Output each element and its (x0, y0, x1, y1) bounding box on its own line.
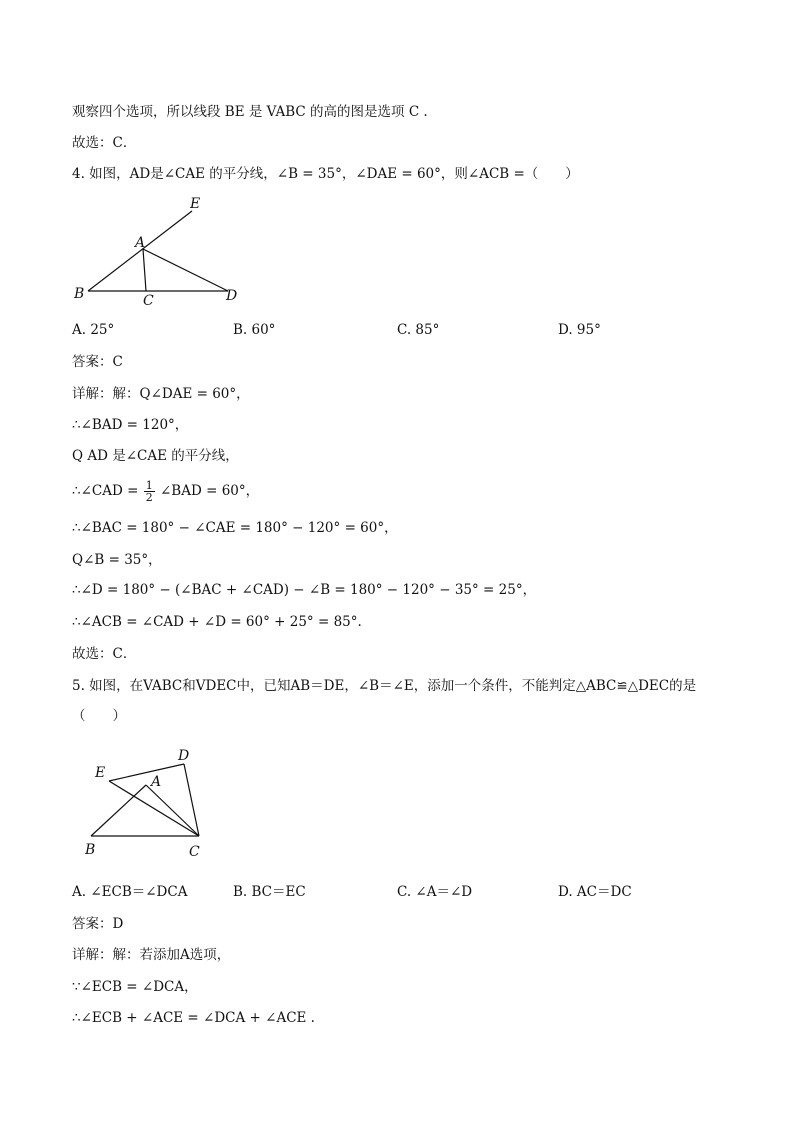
q4-option-b: B. 60° (233, 322, 276, 338)
label-D: D (178, 748, 190, 764)
question-4-stem: 4. 如图，AD是∠CAE 的平分线，∠B = 35°，∠DAE = 60°，则∠ACB =（ ） (72, 166, 579, 182)
label-E: E (95, 765, 106, 781)
label-A: A (135, 235, 146, 251)
solution-line: ∴∠BAD = 120°， (72, 417, 189, 433)
q5-option-d: D. AC＝DC (558, 884, 632, 900)
segment-ED (109, 764, 184, 781)
label-C: C (189, 844, 200, 860)
q5-option-a: A. ∠ECB＝∠DCA (72, 884, 188, 900)
question-5-paren: （ ） (72, 708, 126, 724)
label-E: E (190, 196, 201, 212)
q5-option-b: B. BC＝EC (233, 884, 306, 900)
text-line: 故选：C． (72, 135, 137, 151)
segment-BA (91, 785, 146, 836)
segment-AC (143, 249, 146, 291)
solution-line: ∵∠ECB = ∠DCA， (72, 979, 198, 995)
segment-DC (184, 764, 199, 836)
solution-line-fraction: ∴∠CAD = $\frac{1}{2}$ ∠BAD = 60°， (72, 479, 260, 504)
solution-line: Q AD 是∠CAE 的平分线， (72, 448, 239, 464)
label-C: C (143, 293, 154, 309)
q5-option-c: C. ∠A＝∠D (397, 884, 473, 900)
solution-line: Q∠B = 35°， (72, 552, 162, 568)
q4-option-c: C. 85° (397, 322, 440, 338)
figure-q5 (78, 744, 218, 862)
label-A: A (151, 774, 162, 790)
segment-AC (146, 785, 199, 836)
q4-option-a: A. 25° (72, 322, 115, 338)
label-D: D (226, 288, 238, 304)
solution-line: ∴∠BAC = 180° − ∠CAE = 180° − 120° = 60°， (72, 520, 398, 536)
figure-q4 (60, 190, 260, 315)
q4-option-d: D. 95° (558, 322, 601, 338)
fraction-one-half: $\frac{1}{2}$ (145, 479, 153, 504)
solution-line: 详解：解：若添加A选项， (72, 947, 231, 963)
solution-line: ∴∠ECB + ∠ACE = ∠DCA + ∠ACE . (72, 1010, 315, 1026)
text-line: 故选：C． (72, 646, 137, 662)
label-B: B (85, 842, 96, 858)
text-line: 观察四个选项，所以线段 BE 是 VABC 的高的图是选项 C . (72, 104, 428, 120)
solution-line: ∴∠D = 180° − (∠BAC + ∠CAD) − ∠B = 180° − 120° − 35° = 25°， (72, 582, 537, 598)
solution-line: ∴∠ACB = ∠CAD + ∠D = 60° + 25° = 85°. (72, 614, 362, 630)
label-B: B (74, 286, 85, 302)
question-5-stem: 5. 如图，在VABC和VDEC中，已知AB＝DE，∠B＝∠E，添加一个条件，不能判定△ABC≌△DEC的是 (72, 678, 697, 694)
q4-answer: 答案：C (72, 354, 123, 370)
segment-BE (88, 211, 192, 291)
q5-answer: 答案：D (72, 916, 124, 932)
segment-AD (143, 249, 228, 291)
solution-line: 详解：解：Q∠DAE = 60°， (72, 386, 250, 402)
